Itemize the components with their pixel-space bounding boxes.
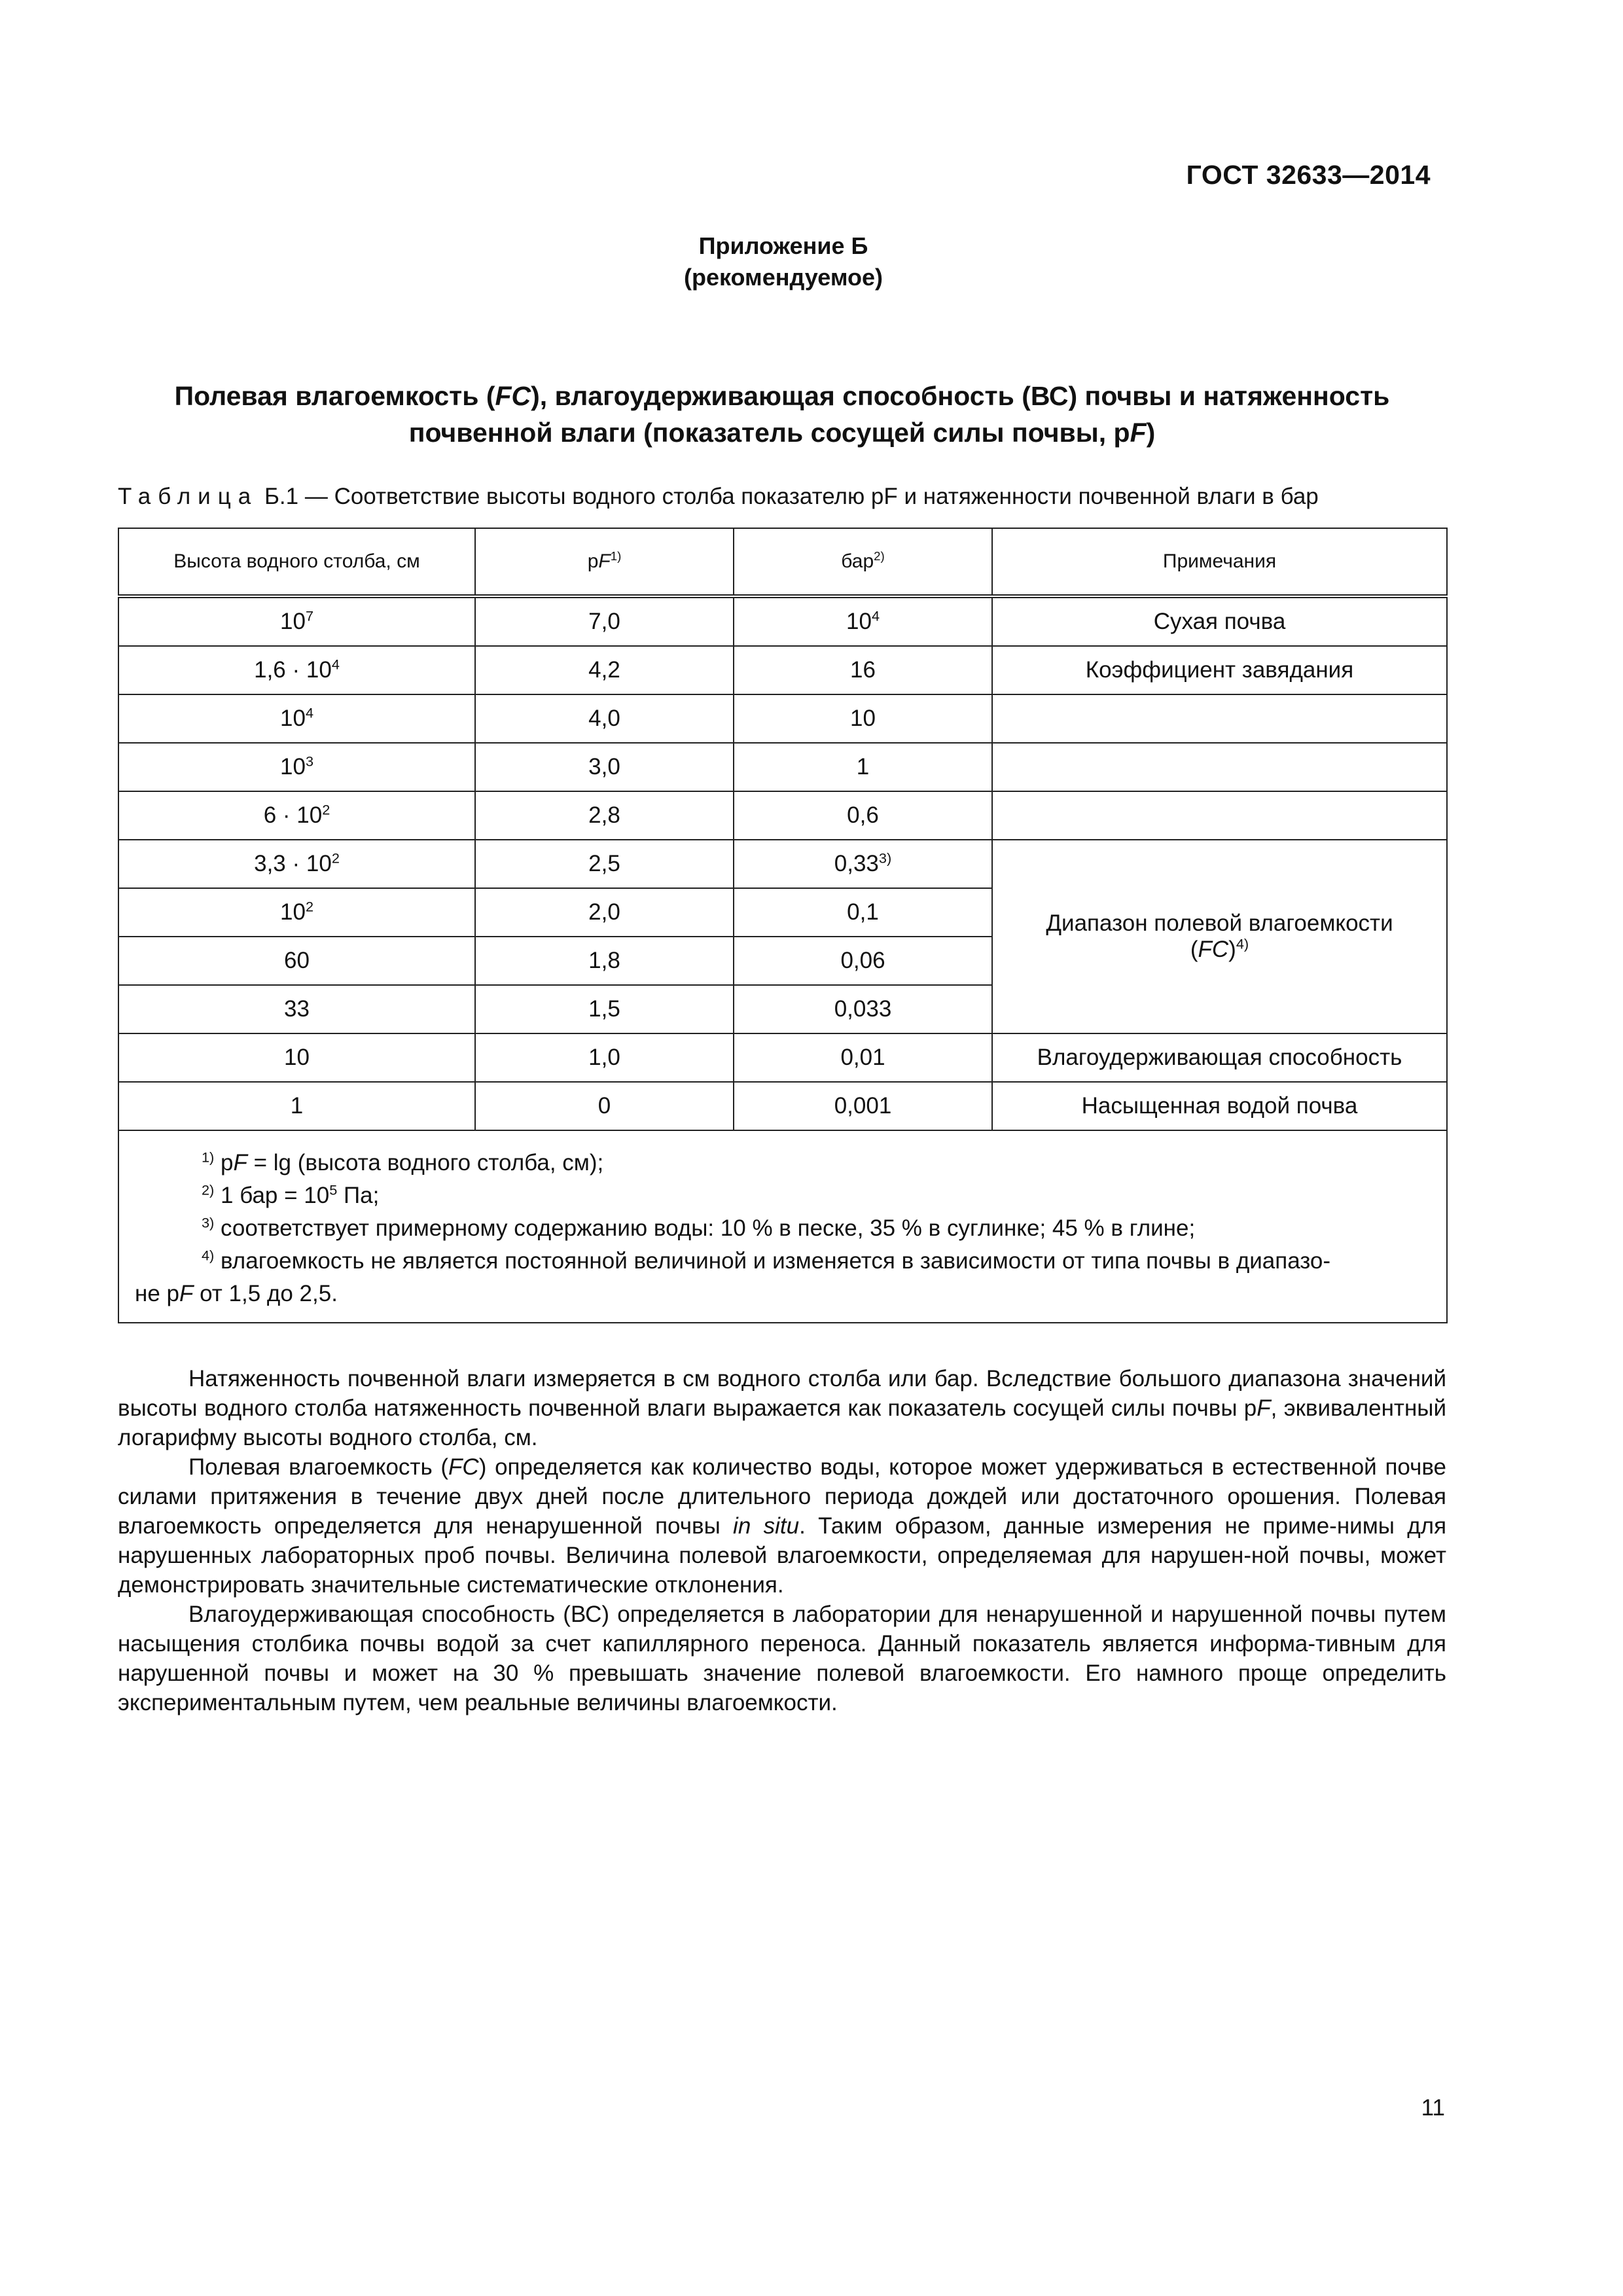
cell-pf: 4,0	[475, 694, 734, 743]
cell-pf: 2,5	[475, 840, 734, 888]
body-text	[118, 1364, 1446, 1717]
cell-pf: 2,0	[475, 888, 734, 937]
cell-note: Сухая почва	[992, 596, 1447, 646]
table-caption-label: Таблица	[118, 484, 259, 509]
cell-height: $1,6 \cdot 10^4$	[118, 646, 475, 694]
cell-pf: 2,8	[475, 791, 734, 840]
page-number: 11	[1421, 2095, 1445, 2121]
cell-height: $10^3$	[118, 743, 475, 791]
table-header-row	[118, 528, 1447, 596]
cell-pf: 4,2	[475, 646, 734, 694]
cell-pf: 0	[475, 1082, 734, 1130]
cell-height: 33	[118, 985, 475, 1033]
cell-height: 60	[118, 937, 475, 985]
table-caption	[118, 484, 1492, 510]
cell-height: 1	[118, 1082, 475, 1130]
cell-note	[992, 791, 1447, 840]
header-column-height: Высота водного столба, см	[118, 528, 475, 596]
cell-pf: 3,0	[475, 743, 734, 791]
table-caption-text: Б.1 — Соответствие высоты водного столба показателю pF и натяженности почвенной влаги в бар	[258, 484, 1319, 509]
cell-bar: 0,033	[734, 985, 992, 1033]
cell-bar: 0,33$^{3)}$	[734, 840, 992, 888]
table-footnotes-row	[118, 1130, 1447, 1323]
table-row	[118, 694, 1447, 743]
annex-title: Приложение Б	[698, 232, 868, 259]
cell-pf: 7,0	[475, 596, 734, 646]
cell-bar: 0,6	[734, 791, 992, 840]
table-row	[118, 840, 1447, 888]
footnote-2: $^{2)}$ 1 бар = $10^5$ Па;	[202, 1181, 380, 1208]
cell-bar: 0,1	[734, 888, 992, 937]
annex-status: (рекомендуемое)	[684, 264, 883, 291]
cell-note-merged: Диапазон полевой влагоемкости (FC)$^{4)}$	[992, 840, 1447, 1033]
cell-height: $3,3 \cdot 10^2$	[118, 840, 475, 888]
cell-note	[992, 694, 1447, 743]
cell-bar: 16	[734, 646, 992, 694]
footnote-4: $^{4)}$ влагоемкость не является постоянной величиной и изменяется в зависимости от типа почвы в диапазо-	[202, 1247, 1331, 1274]
cell-pf: 1,0	[475, 1033, 734, 1082]
cell-height: $10^2$	[118, 888, 475, 937]
cell-note	[992, 743, 1447, 791]
footnote-4-continued: не pF от 1,5 до 2,5.	[135, 1281, 338, 1306]
paragraph-2: Полевая влагоемкость (FC) определяется как количество воды, которое может удерживаться в естественной почве силами притяжения в течение двух дней после длительного периода дождей или достаточного орошения. Полевая влагоемкость определяется для ненарушенной почвы in situ. Таким образом, данные измерения не приме-нимы для нарушенных лабораторных проб почвы. Величина полевой влагоемкости, определяемая для нарушен-ной почвы, может демонстрировать значительные систематические отклонения.	[118, 1454, 1447, 1598]
data-table	[118, 528, 1448, 1323]
cell-height: $10^7$	[118, 596, 475, 646]
header-column-notes: Примечания	[992, 528, 1447, 596]
cell-bar: 0,001	[734, 1082, 992, 1130]
cell-note: Насыщенная водой почва	[992, 1082, 1447, 1130]
cell-height: $6 \cdot 10^2$	[118, 791, 475, 840]
table-row	[118, 791, 1447, 840]
paragraph-3: Влагоудерживающая способность (ВС) определяется в лаборатории для ненарушенной и нарушенной почвы путем насыщения столбика почвы водой за счет капиллярного переноса. Данный показатель является информа-тивным для нарушенной почвы и может на 30 % превышать значение полевой влагоемкости. Его намного проще определить экспериментальным путем, чем реальные величины влагоемкости.	[118, 1602, 1446, 1715]
cell-note: Влагоудерживающая способность	[992, 1033, 1447, 1082]
document-code: ГОСТ 32633—2014	[1186, 160, 1431, 190]
main-title-line-1: Полевая влагоемкость (FC), влагоудерживающая способность (ВС) почвы и натяженность	[174, 381, 1390, 411]
cell-pf: 1,5	[475, 985, 734, 1033]
table-row	[118, 646, 1447, 694]
table-footnotes	[118, 1130, 1447, 1323]
cell-note: Коэффициент завядания	[992, 646, 1447, 694]
main-title	[118, 378, 1446, 451]
cell-bar: 0,06	[734, 937, 992, 985]
header-column-pf: $pF^{1)}$	[475, 528, 734, 596]
table-row	[118, 743, 1447, 791]
table-row	[118, 596, 1447, 646]
footnote-1: $^{1)}$ pF = lg (высота водного столба, см);	[202, 1149, 604, 1175]
cell-pf: 1,8	[475, 937, 734, 985]
cell-bar: 1	[734, 743, 992, 791]
cell-bar: 0,01	[734, 1033, 992, 1082]
main-title-line-2: почвенной влаги (показатель сосущей силы почвы, pF)	[408, 418, 1156, 448]
footnote-3: $^{3)}$ соответствует примерному содержанию воды: 10 % в песке, 35 % в суглинке; 45 % в глине;	[202, 1214, 1196, 1241]
cell-bar: 10	[734, 694, 992, 743]
cell-height: $10^4$	[118, 694, 475, 743]
paragraph-1: Натяженность почвенной влаги измеряется в см водного столба или бар. Вследствие большого диапазона значений высоты водного столба натяженность почвенной влаги выражается как показатель сосущей силы почвы pF, эквивалентный логарифму высоты водного столба, см.	[118, 1366, 1446, 1450]
cell-height: 10	[118, 1033, 475, 1082]
header-column-bar: бар$^{2)}$	[734, 528, 992, 596]
cell-bar: $10^4$	[734, 596, 992, 646]
table-row	[118, 1082, 1447, 1130]
annex-heading	[0, 230, 1567, 293]
table-row	[118, 1033, 1447, 1082]
